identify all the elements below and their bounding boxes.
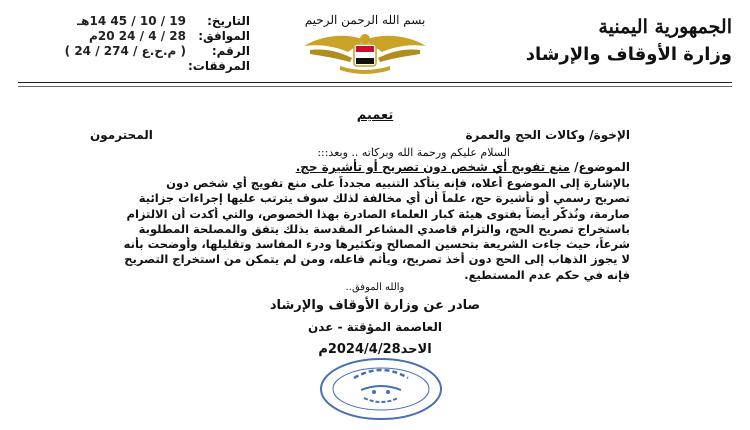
- state-emblem: [290, 10, 440, 74]
- letter-meta: [20, 14, 250, 74]
- closing-phrase: والله الموفق..: [345, 282, 405, 293]
- basmala-text: بسم الله الرحمن الرحيم: [304, 13, 426, 27]
- meta-row-date: التاريخ: 19 / 10 / 45 14هـ: [77, 14, 250, 28]
- letterhead-right: [482, 16, 732, 65]
- paragraph-line: فإنه في حكم عدم المستطيع.: [464, 267, 630, 282]
- subject-line: [296, 160, 630, 174]
- paragraph-line: باستخراج تصريح الحج، والتزام قاصدي المشاعر المقدسة بذلك يتفق والمصلحة المطلوبة: [138, 221, 630, 236]
- paragraph-line: بالإشارة إلى الموضوع أعلاه، فإنه يتأكد التنبيه مجدداً على منع تفويج أي شخص دون: [166, 176, 630, 190]
- ministry-name: وزارة الأوقاف والإرشاد: [525, 44, 732, 65]
- header-divider: [18, 82, 732, 83]
- addressee: الإخوة/ وكالات الحج والعمرة: [465, 128, 630, 142]
- meta-row-attachments: المرفقات:: [188, 59, 250, 73]
- document-title: تعميم: [356, 108, 394, 123]
- paragraph-line: لا يجوز الذهاب إلى الحج دون أخذ تصريح، ويأثم فاعله، ومن لم يتمكن من استخراج التصريح: [124, 252, 630, 267]
- republic-name: الجمهورية اليمنية: [598, 16, 732, 38]
- issuing-city: العاصمة المؤقتة - عدن: [308, 320, 442, 334]
- paragraph-line: تصريح رسمي أو تأشيرة حج، علماً أن أي مخالفة لذلك سوف يترتب عليها إجراءات جزائية: [138, 191, 630, 206]
- addressee-line: [90, 128, 630, 142]
- paragraph-line: صارمة، ونُذكّر أيضاً بفتوى هيئة كبار العلماء الصادرة بهذا الخصوص، والتي أكدت أن الالتزام: [126, 206, 630, 221]
- official-stamp: [316, 356, 446, 422]
- header-divider-thin: [18, 86, 732, 87]
- issuer: صادر عن وزارة الأوقاف والإرشاد: [269, 298, 481, 313]
- stamp-seal-icon: [316, 356, 446, 422]
- paragraph-line: شرعاً، حيث جاءت الشريعة بتحسين المصالح وتكثيرها ودرء المفاسد وتقليلها، وأوضحت بأنه: [123, 237, 630, 252]
- meta-row-gregorian: الموافق: 28 / 4 / 24 20م: [89, 29, 250, 43]
- subject-label: الموضوع/: [574, 160, 630, 174]
- meta-row-number: الرقم: ( م.ح.ع / 274 / 24 ): [64, 44, 250, 58]
- body-paragraph: [115, 176, 630, 283]
- eagle-emblem-icon: [290, 30, 440, 74]
- subject-text: منع تفويج أي شخص دون تصريح أو تأشيرة حج.: [295, 160, 570, 174]
- issue-date: الاحد2024/4/28م: [318, 342, 432, 357]
- honorific: المحترمون: [90, 128, 153, 142]
- greeting: السلام عليكم ورحمة الله وبركاته .. وبعد:::: [317, 146, 510, 159]
